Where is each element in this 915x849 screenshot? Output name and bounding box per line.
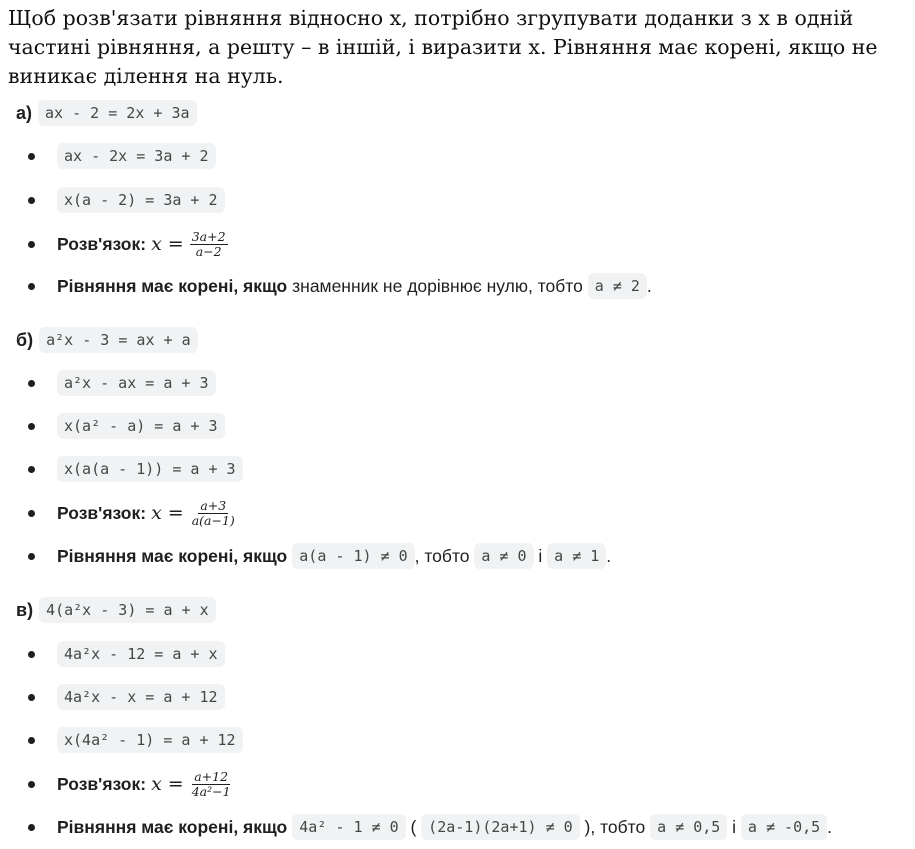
bullet xyxy=(28,423,35,430)
and-text: і xyxy=(533,545,548,566)
solution-label: Розв'язок: xyxy=(57,233,147,254)
part-b-step-1-code: a²x - ax = a + 3 xyxy=(57,370,216,396)
intro-paragraph: Щоб розв'язати рівняння відносно x, потрібно згрупувати доданки з x в одній частині рівняння, а решту – в іншій, і виразити x. Рівняння має корені, якщо не виникає ділення на нуль. xyxy=(8,6,878,88)
part-a-step-1-code: ax - 2x = 3a + 2 xyxy=(57,143,216,169)
part-b-denominator: a(a−1) xyxy=(191,512,235,528)
part-a-condition-code: a ≠ 2 xyxy=(588,273,647,299)
math-x: x xyxy=(151,233,162,255)
part-c-fraction xyxy=(190,770,233,799)
bullet xyxy=(28,153,35,160)
solution-label: Розв'язок: xyxy=(57,502,147,523)
roots-label: Рівняння має корені, якщо xyxy=(57,545,288,566)
math-x: x xyxy=(151,773,162,795)
bullet xyxy=(28,283,35,290)
bullet xyxy=(28,241,35,248)
part-c-equation: 4(a²x - 3) = a + x xyxy=(39,597,216,623)
part-c-step-3-code: x(4a² - 1) = a + 12 xyxy=(57,727,243,753)
period: . xyxy=(646,275,652,296)
math-x: x xyxy=(151,502,162,524)
bullet xyxy=(28,694,35,701)
part-c-condition-main: 4a² - 1 ≠ 0 xyxy=(292,814,405,840)
part-b-label: б) xyxy=(16,329,34,350)
part-a-fraction xyxy=(190,230,228,259)
part-b-fraction xyxy=(190,499,237,528)
part-c-label: в) xyxy=(16,599,34,620)
tobto-text: , тобто xyxy=(414,545,475,566)
part-b-numerator: a+3 xyxy=(200,497,227,513)
period: . xyxy=(606,545,612,566)
bullet xyxy=(28,510,35,517)
part-a-denominator: a−2 xyxy=(195,243,222,259)
part-a-step-2-code: x(a - 2) = 3a + 2 xyxy=(57,187,225,213)
part-b-condition-main: a(a - 1) ≠ 0 xyxy=(292,543,414,569)
roots-label: Рівняння має корені, якщо xyxy=(57,816,288,837)
part-a-equation: ax - 2 = 2x + 3a xyxy=(38,100,197,126)
part-b-header xyxy=(16,325,198,355)
bullet xyxy=(28,737,35,744)
part-b-step-3-code: x(a(a - 1)) = a + 3 xyxy=(57,456,243,482)
part-c-step-2-code: 4a²x - x = a + 12 xyxy=(57,684,225,710)
part-a-label: а) xyxy=(16,102,33,123)
bullet xyxy=(28,466,35,473)
part-c-header xyxy=(16,595,216,625)
part-c-numerator: a+12 xyxy=(194,768,229,784)
close-paren-tobto: ), тобто xyxy=(579,816,651,837)
part-c-condition-2: a ≠ -0,5 xyxy=(741,814,827,840)
part-b-condition-1: a ≠ 0 xyxy=(474,543,533,569)
bullet xyxy=(28,197,35,204)
bullet xyxy=(28,553,35,560)
part-a-header xyxy=(16,98,197,128)
denominator-text: знаменник не дорівнює нулю, тобто xyxy=(287,275,588,296)
solution-label: Розв'язок: xyxy=(57,773,147,794)
part-c-step-1-code: 4a²x - 12 = a + x xyxy=(57,641,225,667)
part-b-step-2-code: x(a² - a) = a + 3 xyxy=(57,413,225,439)
math-equals: = xyxy=(167,773,184,795)
part-c-denominator: 4a²−1 xyxy=(191,783,231,799)
period: . xyxy=(827,816,833,837)
bullet xyxy=(28,651,35,658)
bullet xyxy=(28,781,35,788)
bullet xyxy=(28,380,35,387)
math-equals: = xyxy=(167,502,184,524)
part-b-equation: a²x - 3 = ax + a xyxy=(39,327,198,353)
part-c-condition-factored: (2a-1)(2a+1) ≠ 0 xyxy=(421,814,580,840)
part-b-condition-2: a ≠ 1 xyxy=(547,543,606,569)
math-equals: = xyxy=(167,233,184,255)
roots-label: Рівняння має корені, якщо xyxy=(57,275,288,296)
part-c-condition-1: a ≠ 0,5 xyxy=(650,814,727,840)
and-text: і xyxy=(727,816,741,837)
part-a-numerator: 3a+2 xyxy=(191,228,226,244)
bullet xyxy=(28,824,35,831)
open-paren: ( xyxy=(405,816,422,837)
